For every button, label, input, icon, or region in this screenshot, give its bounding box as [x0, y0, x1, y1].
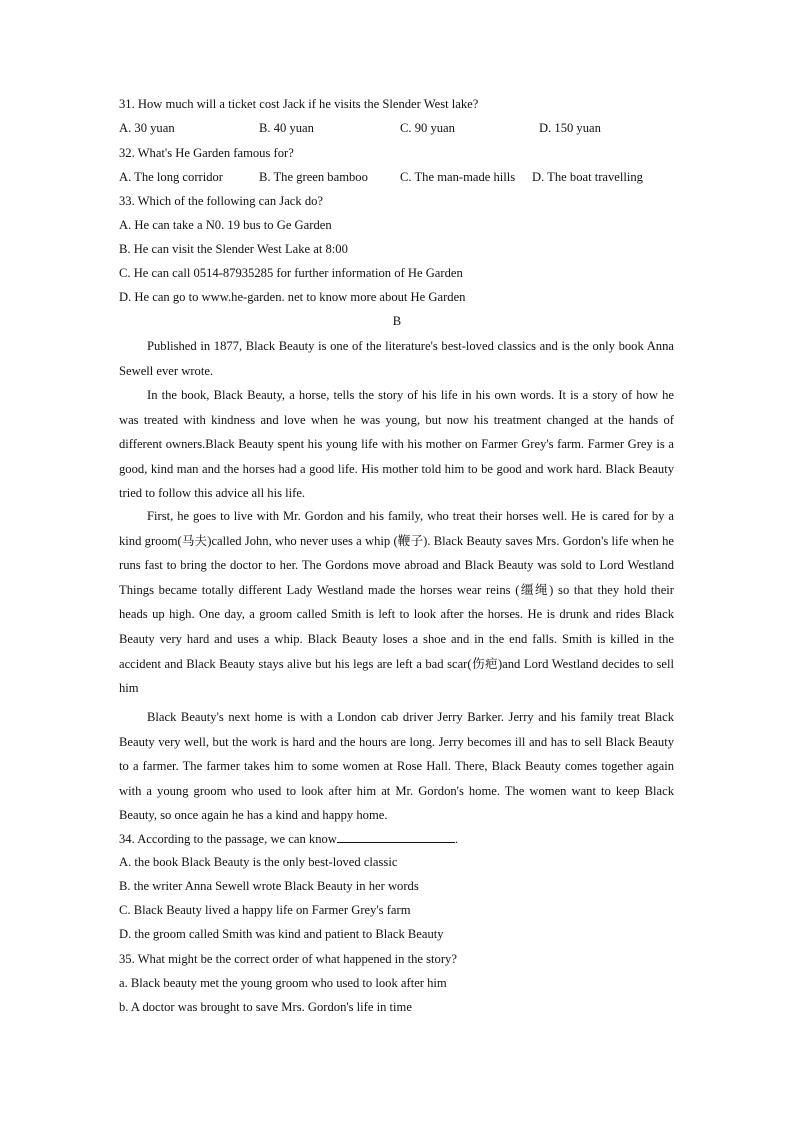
question-33-option-d: D. He can go to www.he-garden. net to know more about He Garden	[119, 290, 466, 304]
paragraph-1-text: Published in 1877, Black Beauty is one of the literature's best-loved classics and is the only book Anna Sewell ever wrote.	[119, 339, 674, 378]
question-34-option-c: C. Black Beauty lived a happy life on Farmer Grey's farm	[119, 903, 411, 917]
paragraph-2	[119, 383, 674, 506]
question-34-option-a: A. the book Black Beauty is the only best-loved classic	[119, 855, 398, 869]
paragraph-3-text: First, he goes to live with Mr. Gordon and his family, who treat their horses well. He is cared for by a kind groom(马夫)called John, who never uses a whip (鞭子). Black Beauty saves Mrs. Gordon's life when he runs fast to bring the doctor to her. The Gordons move abroad and Black Beauty was sold to Lord Westland Things became totally different Lady Westland made the horses wear reins (缰绳) so that they hold their heads up high. One day, a groom called Smith is left to look after the horses. He is drunk and rides Black Beauty very hard and uses a whip. Black Beauty loses a shoe and in the end falls. Smith is killed in the accident and Black Beauty stays alive but his legs are left a bad scar(伤疤)and Lord Westland decides to sell him	[119, 509, 674, 696]
question-35-item-b: b. A doctor was brought to save Mrs. Gordon's life in time	[119, 1000, 412, 1014]
question-33-option-b: B. He can visit the Slender West Lake at 8:00	[119, 242, 348, 256]
option-d: D. The boat travelling	[532, 170, 643, 184]
paragraph-3	[119, 504, 674, 701]
question-35-item-a: a. Black beauty met the young groom who used to look after him	[119, 976, 447, 990]
question-35-stem: 35. What might be the correct order of what happened in the story?	[119, 952, 457, 966]
answer-blank	[337, 830, 455, 843]
option-a: A. 30 yuan	[119, 121, 175, 135]
paragraph-1	[119, 334, 674, 383]
option-a: A. The long corridor	[119, 170, 223, 184]
question-33-option-c: C. He can call 0514-87935285 for further information of He Garden	[119, 266, 463, 280]
option-c: C. 90 yuan	[400, 121, 455, 135]
question-32-stem: 32. What's He Garden famous for?	[119, 146, 294, 160]
paragraph-4	[119, 705, 674, 828]
question-31-stem: 31. How much will a ticket cost Jack if he visits the Slender West lake?	[119, 97, 479, 111]
section-heading: B	[392, 314, 402, 328]
question-34-option-b: B. the writer Anna Sewell wrote Black Beauty in her words	[119, 879, 419, 893]
question-34-stem-text: 34. According to the passage, we can know	[119, 832, 337, 846]
question-32-options	[119, 169, 679, 185]
question-34-option-d: D. the groom called Smith was kind and patient to Black Beauty	[119, 927, 444, 941]
question-34-stem	[119, 830, 458, 847]
question-33-option-a: A. He can take a N0. 19 bus to Ge Garden	[119, 218, 332, 232]
option-b: B. The green bamboo	[259, 170, 368, 184]
paragraph-2-text: In the book, Black Beauty, a horse, tells the story of his life in his own words. It is a story of how he was treated with kindness and love when he was young, but now his treatment changed at the hands of different owners.Black Beauty spent his young life with his mother on Farmer Grey's farm. Farmer Grey is a good, kind man and the horses had a good life. His mother told him to be good and work hard. Black Beauty tried to follow this advice all his life.	[119, 388, 674, 501]
paragraph-4-text: Black Beauty's next home is with a London cab driver Jerry Barker. Jerry and his family treat Black Beauty very well, but the work is hard and the hours are long. Jerry becomes ill and has to sell Black Beauty to a farmer. The farmer takes him to some women at Rose Hall. There, Black Beauty comes together again with a young groom who used to look after him at Mr. Gordon's home. The women want to keep Black Beauty, so once again he has a kind and happy home.	[119, 710, 674, 823]
option-c: C. The man-made hills	[400, 170, 516, 184]
option-b: B. 40 yuan	[259, 121, 314, 135]
question-31-options	[119, 120, 679, 136]
question-33-stem: 33. Which of the following can Jack do?	[119, 194, 324, 208]
question-34-stem-end: .	[454, 832, 459, 846]
option-d: D. 150 yuan	[539, 121, 601, 135]
